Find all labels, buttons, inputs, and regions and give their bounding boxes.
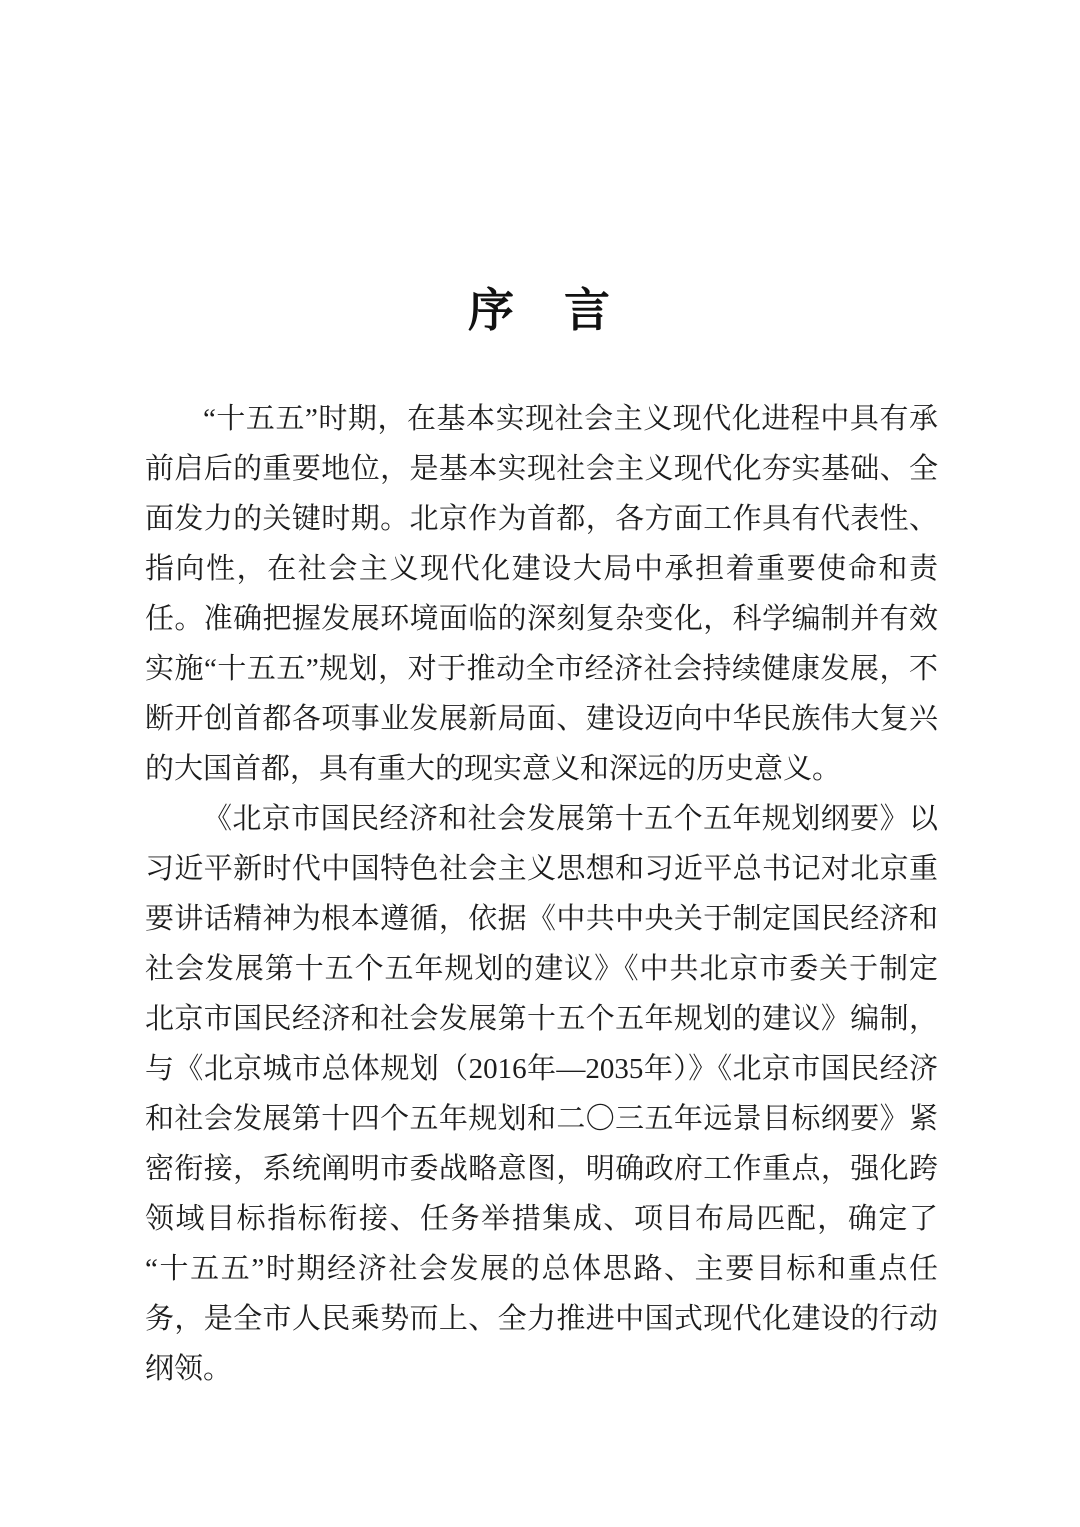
preface-paragraph-2: 《北京市国民经济和社会发展第十五个五年规划纲要》以习近平新时代中国特色社会主义思想和习近平总书记对北京重要讲话精神为根本遵循，依据《中共中央关于制定国民经济和社会发展第十五个五年规划的建议》《中共北京市委关于制定北京市国民经济和社会发展第十五个五年规划的建议》编制，与《北京城市总体规划（2016年—2035年）》《北京市国民经济和社会发展第十四个五年规划和二〇三五年远景目标纲要》紧密衔接，系统阐明市委战略意图，明确政府工作重点，强化跨领域目标指标衔接、任务举措集成、项目布局匹配，确定了“十五五”时期经济社会发展的总体思路、主要目标和重点任务，是全市人民乘势而上、全力推进中国式现代化建设的行动纲领。 bbox=[145, 803, 938, 1385]
document-body bbox=[145, 394, 938, 1394]
page-title: 序 言 bbox=[468, 285, 612, 336]
preface-paragraph-1: “十五五”时期，在基本实现社会主义现代化进程中具有承前启后的重要地位，是基本实现社会主义现代化夯实基础、全面发力的关键时期。北京作为首都，各方面工作具有代表性、指向性，在社会主义现代化建设大局中承担着重要使命和责任。准确把握发展环境面临的深刻复杂变化，科学编制并有效实施“十五五”规划，对于推动全市经济社会持续健康发展，不断开创首都各项事业发展新局面、建设迈向中华民族伟大复兴的大国首都，具有重大的现实意义和深远的历史意义。 bbox=[145, 403, 938, 785]
